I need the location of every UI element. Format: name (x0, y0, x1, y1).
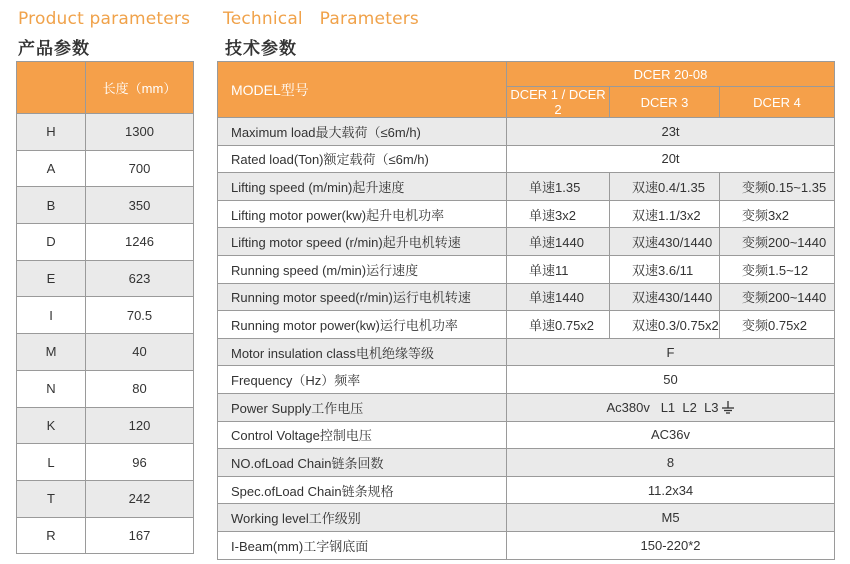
table-row (17, 444, 194, 481)
product-parameters-header-row (17, 62, 194, 114)
table-row (17, 407, 194, 444)
header-empty-cell (17, 62, 86, 114)
product-parameters-title-en: Product parameters (18, 9, 191, 29)
table-row (17, 224, 194, 261)
table-row (218, 504, 835, 532)
table-row (17, 297, 194, 334)
dimension-code: A (17, 150, 86, 187)
dimension-code: T (17, 480, 86, 517)
parameter-value-text: 20t (661, 151, 680, 167)
product-parameters-title-zh: 产品参数 (18, 39, 90, 59)
parameter-value-text: 11.2x34 (647, 482, 694, 498)
technical-parameters-title-en: Technical Parameters (223, 9, 419, 29)
subheader-dcer-3: DCER 3 (610, 87, 720, 118)
product-parameters-table (16, 61, 194, 554)
parameter-label: Power Supply工作电压 (218, 393, 507, 421)
parameter-value-text: 23t (661, 123, 680, 139)
table-row (218, 311, 835, 339)
parameter-value (507, 393, 835, 421)
parameter-value-text: Ac380v L1 L2 L3 (606, 399, 719, 415)
parameter-value: 双速0.3/0.75x2 (610, 311, 720, 339)
subheader-dcer-1-2: DCER 1 / DCER 2 (507, 87, 610, 118)
parameter-label: Working level工作级别 (218, 504, 507, 532)
dimension-code: H (17, 114, 86, 151)
parameter-value (507, 118, 835, 146)
table-row (17, 150, 194, 187)
table-row (17, 517, 194, 554)
parameter-label: Running speed (m/min)运行速度 (218, 255, 507, 283)
table-row (17, 480, 194, 517)
ground-symbol-icon (721, 401, 735, 414)
table-row (218, 393, 835, 421)
table-row (218, 338, 835, 366)
parameter-value: 双速430/1440 (610, 228, 720, 256)
parameter-label: I-Beam(mm)工字钢底面 (218, 531, 507, 559)
parameter-value-text: M5 (661, 510, 680, 526)
parameter-value: 单速1440 (507, 228, 610, 256)
parameter-label: Lifting motor speed (r/min)起升电机转速 (218, 228, 507, 256)
parameter-label: Running motor speed(r/min)运行电机转速 (218, 283, 507, 311)
parameter-value: 变频0.15~1.35 (720, 173, 835, 201)
length-header: 长度（mm） (86, 62, 194, 114)
dimension-value: 1300 (86, 114, 194, 151)
table-row (218, 200, 835, 228)
technical-parameters-table (217, 61, 835, 560)
parameter-value: 双速1.1/3x2 (610, 200, 720, 228)
dimension-code: B (17, 187, 86, 224)
dimension-value: 96 (86, 444, 194, 481)
parameter-value (507, 366, 835, 394)
dimension-value: 242 (86, 480, 194, 517)
parameter-value-text: 150-220*2 (640, 537, 701, 553)
table-row (17, 370, 194, 407)
parameter-label: Motor insulation class电机绝缘等级 (218, 338, 507, 366)
dimension-value: 700 (86, 150, 194, 187)
dimension-value: 120 (86, 407, 194, 444)
table-row (218, 228, 835, 256)
parameter-label: NO.ofLoad Chain链条回数 (218, 449, 507, 477)
parameter-value: 变频200~1440 (720, 228, 835, 256)
dimension-code: L (17, 444, 86, 481)
model-label: MODEL型号 (218, 62, 507, 118)
subheader-dcer-4: DCER 4 (720, 87, 835, 118)
dimension-code: R (17, 517, 86, 554)
table-row (17, 260, 194, 297)
table-row (17, 334, 194, 371)
dimension-value: 350 (86, 187, 194, 224)
dimension-code: K (17, 407, 86, 444)
table-row (218, 476, 835, 504)
table-row (17, 187, 194, 224)
parameter-value: 单速3x2 (507, 200, 610, 228)
table-row (218, 283, 835, 311)
table-row (218, 255, 835, 283)
dimension-value: 1246 (86, 224, 194, 261)
parameter-value (507, 421, 835, 449)
dimension-code: E (17, 260, 86, 297)
parameter-value-text: 8 (666, 454, 675, 470)
parameter-value: 双速430/1440 (610, 283, 720, 311)
parameter-value (507, 504, 835, 532)
parameter-value: 单速11 (507, 255, 610, 283)
parameter-value: 双速3.6/11 (610, 255, 720, 283)
table-row (218, 118, 835, 146)
parameter-value: 双速0.4/1.35 (610, 173, 720, 201)
dimension-code: I (17, 297, 86, 334)
dimension-code: N (17, 370, 86, 407)
parameter-value: 变频3x2 (720, 200, 835, 228)
dimension-value: 80 (86, 370, 194, 407)
technical-parameters-title-zh: 技术参数 (225, 39, 297, 59)
dimension-code: D (17, 224, 86, 261)
parameter-value (507, 476, 835, 504)
parameter-value-text: 50 (663, 372, 678, 388)
table-row (17, 114, 194, 151)
table-row (218, 449, 835, 477)
parameter-label: Frequency（Hz）频率 (218, 366, 507, 394)
parameter-label: Rated load(Ton)额定载荷（≤6m/h) (218, 145, 507, 173)
parameter-value-text: F (666, 344, 675, 360)
parameter-value-text: AC36v (651, 427, 691, 443)
parameter-value: 单速1440 (507, 283, 610, 311)
parameter-label: Running motor power(kw)运行电机功率 (218, 311, 507, 339)
parameter-value (507, 145, 835, 173)
table-row (218, 421, 835, 449)
parameter-value: 变频200~1440 (720, 283, 835, 311)
parameter-value (507, 338, 835, 366)
dimension-code: M (17, 334, 86, 371)
parameter-value: 单速1.35 (507, 173, 610, 201)
parameter-label: Lifting motor power(kw)起升电机功率 (218, 200, 507, 228)
dimension-value: 70.5 (86, 297, 194, 334)
table-row (218, 366, 835, 394)
parameter-label: Lifting speed (m/min)起升速度 (218, 173, 507, 201)
parameter-label: Spec.ofLoad Chain链条规格 (218, 476, 507, 504)
parameter-value: 变频0.75x2 (720, 311, 835, 339)
table-row (218, 145, 835, 173)
parameter-label: Maximum load最大载荷（≤6m/h) (218, 118, 507, 146)
table-row (218, 531, 835, 559)
dimension-value: 40 (86, 334, 194, 371)
dimension-value: 167 (86, 517, 194, 554)
parameter-label: Control Voltage控制电压 (218, 421, 507, 449)
parameter-value: 单速0.75x2 (507, 311, 610, 339)
model-name: DCER 20-08 (507, 62, 835, 87)
table-row (218, 173, 835, 201)
parameter-value: 变频1.5~12 (720, 255, 835, 283)
dimension-value: 623 (86, 260, 194, 297)
model-header-row (218, 62, 835, 87)
parameter-value (507, 531, 835, 559)
parameter-value (507, 449, 835, 477)
